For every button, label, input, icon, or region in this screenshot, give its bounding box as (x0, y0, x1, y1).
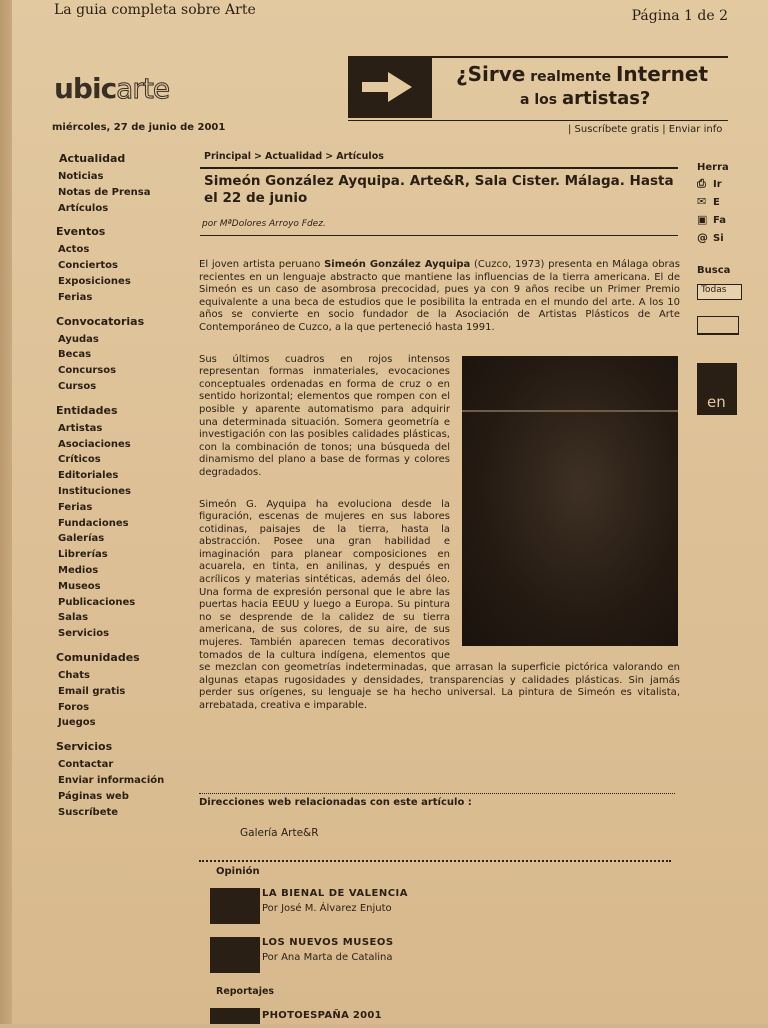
sidebar-item[interactable]: Galerías (58, 533, 105, 545)
opinion-item-author: Por José M. Álvarez Enjuto (262, 903, 392, 914)
related-link[interactable]: Galería Arte&R (240, 827, 319, 839)
opinion-thumbnail (210, 888, 260, 924)
print-header-title: La guia completa sobre Arte (54, 2, 256, 18)
opinion-title: Opinión (216, 866, 260, 877)
mail-icon: ✉ (697, 195, 707, 208)
tool-label: E (713, 197, 720, 208)
sidebar-section: Eventos (56, 225, 106, 239)
search-scope-select[interactable]: Todas (697, 284, 742, 300)
opinion-item-title: LA BIENAL DE VALENCIA (262, 888, 409, 899)
tool-label: Fa (713, 215, 726, 226)
sidebar-item[interactable]: Instituciones (58, 485, 131, 497)
opinion-thumbnail (210, 937, 260, 973)
sidebar-item[interactable]: Juegos (58, 717, 96, 729)
search-button[interactable]: en (697, 363, 737, 415)
site-logo[interactable] (54, 72, 169, 105)
sidebar-item[interactable]: Contactar (58, 759, 114, 771)
opinion-item[interactable] (210, 888, 510, 928)
tool-item[interactable] (697, 177, 768, 191)
sidebar-item[interactable]: Páginas web (58, 790, 129, 802)
sidebar-item[interactable]: Suscríbete (58, 806, 119, 818)
sidebar-item[interactable]: Medios (58, 564, 99, 576)
article-body (199, 259, 680, 732)
opinion-item[interactable] (210, 937, 510, 977)
sidebar-section: Servicios (56, 740, 113, 754)
ad-banner[interactable] (348, 56, 728, 121)
article-paragraph-3: Simeón G. Ayquipa ha evoluciona desde la figuración, escenas de mujeres en sus labores cotidinas, paisajes de la tierra, hasta la abstracción. Posee una gran habilidad e imaginación para planear composiciones en acuarela, en tinta, en anilinas, y después en acrílicos y materias sintéticas, además del óleo. Una forma de expresión personal que le abre las puertas hacia EEUU y luego a Europa. Su pintura no se desprende de la calidez de su tierra americana, de sus colores, de su aire, de sus mujeres. También aparecen temas decorativos tomados de la cultura indígena, elementos que se mezclan con geometrías indeterminadas, que arrasan la superficie pictórica valorando en algunas etapas rugosidades y densidades, transparencias y calidades plásticas. Sin jamás perder sus orígenes, su lenguaje se ha hecho universal. La pintura de Simeón es vitalista, arrebatada, creativa e imparable. (199, 498, 680, 711)
sidebar-item[interactable]: Museos (58, 580, 101, 592)
arrow-icon (348, 58, 432, 118)
opinion-item-author: Por Ana Marta de Catalina (262, 952, 393, 963)
sidebar-item[interactable]: Chats (58, 669, 90, 681)
logo-part2: arte (116, 72, 170, 105)
divider (199, 793, 675, 794)
sidebar-item[interactable]: Publicaciones (58, 596, 136, 608)
at-icon: @ (697, 231, 708, 244)
sidebar-item[interactable]: Ferias (58, 291, 93, 303)
sidebar-item[interactable]: Salas (58, 612, 89, 624)
print-icon: ⎙ (697, 177, 706, 190)
breadcrumb: Principal > Actualidad > Artículos (204, 151, 384, 162)
banner-line1: ¿Sirve realmente Internet (456, 62, 708, 86)
reportaje-item[interactable] (210, 1008, 510, 1028)
tools-column (697, 162, 768, 415)
print-header-page: Página 1 de 2 (631, 8, 728, 24)
sidebar-item[interactable]: Editoriales (58, 470, 119, 482)
related-links-title: Direcciones web relacionadas con este artículo : (199, 797, 472, 808)
breadcrumb-item[interactable]: Artículos (336, 151, 384, 162)
search-title: Busca (697, 265, 731, 276)
top-links[interactable]: | Suscríbete gratis | Enviar info (568, 124, 723, 135)
sidebar-item[interactable]: Librerías (58, 549, 108, 561)
sidebar-item[interactable]: Cursos (58, 380, 97, 392)
divider (200, 235, 678, 236)
tools-title: Herra (697, 162, 729, 173)
sidebar-item[interactable]: Enviar información (58, 774, 165, 786)
sidebar-nav (48, 152, 178, 820)
folder-icon: ▣ (697, 213, 708, 226)
article-paragraph-2: Sus últimos cuadros en rojos intensos representan formas inmateriales, evocaciones conceptuales ordenadas en forma de cruz o en sentido horizontal; elementos que rompen con el posible y aparente automatismo para adquirir una determinada situación. Somera geometría e investigación con las posibles calidades plásticas, con la combinación de tonos; una búsqueda del dinamismo del plano a base de formas y colores degradados. (199, 353, 450, 478)
divider (199, 860, 671, 862)
sidebar-section: Actualidad (59, 152, 126, 165)
sidebar-item[interactable]: Becas (58, 349, 92, 361)
artwork-photo (462, 356, 678, 646)
tool-label: Si (713, 233, 724, 244)
sidebar-item[interactable]: Servicios (58, 628, 110, 640)
sidebar-item[interactable]: Exposiciones (58, 275, 131, 287)
sidebar-item[interactable]: Críticos (58, 454, 101, 466)
article-title: Simeón González Ayquipa. Arte&R, Sala Cister. Málaga. Hasta el 22 de junio (204, 173, 674, 206)
tool-label: Ir (713, 179, 722, 190)
tool-item[interactable] (697, 231, 768, 245)
article-paragraph-1: El joven artista peruano Simeón González Ayquipa (Cuzco, 1973) presenta en Málaga obras recientes en un lenguaje abstracto que mantiene las influencias de la tierra americana. El de Simeón es un caso de asombrosa precocidad, pues ya con 9 años recibe un Primer Premio equivalente a una beca de estudios que le posibilita la entrada en el mundo del arte. A los 10 años se convierte en socio fundador de la Asociación de Artistas Plásticos de Arte Contemporáneo de Cuzco, a la que perteneció hasta 1991. (199, 259, 681, 333)
sidebar-item[interactable]: Email gratis (58, 685, 126, 697)
sidebar-item[interactable]: Noticias (58, 171, 104, 182)
sidebar-item[interactable]: Artistas (58, 422, 103, 434)
tool-item[interactable] (697, 213, 768, 227)
search-input[interactable] (697, 316, 739, 335)
sidebar-item[interactable]: Ayudas (58, 333, 99, 345)
sidebar-item[interactable]: Ferias (58, 501, 93, 513)
sidebar-section: Convocatorias (56, 314, 145, 328)
page-date: miércoles, 27 de junio de 2001 (52, 122, 226, 133)
reportaje-thumbnail (210, 1008, 260, 1024)
sidebar-item[interactable]: Conciertos (58, 260, 118, 272)
sidebar-section: Entidades (56, 403, 118, 417)
opinion-item-title: LOS NUEVOS MUSEOS (262, 937, 394, 948)
divider (200, 167, 678, 169)
banner-line2: a los artistas? (520, 88, 651, 109)
breadcrumb-item[interactable]: Principal (204, 151, 252, 162)
sidebar-item[interactable]: Fundaciones (58, 517, 129, 529)
sidebar-item[interactable]: Foros (58, 701, 90, 713)
reportajes-title: Reportajes (216, 986, 275, 997)
sidebar-item[interactable]: Notas de Prensa (58, 186, 151, 198)
sidebar-item[interactable]: Concursos (58, 365, 117, 377)
reportaje-item-title: PHOTOESPAÑA 2001 (262, 1010, 382, 1021)
tool-item[interactable] (697, 195, 768, 209)
sidebar-item[interactable]: Asociaciones (58, 438, 131, 450)
breadcrumb-item[interactable]: Actualidad (265, 151, 323, 162)
sidebar-item[interactable]: Actos (58, 244, 90, 256)
sidebar-item[interactable]: Artículos (58, 202, 109, 214)
article-author: por MªDolores Arroyo Fdez. (202, 219, 326, 229)
sidebar-section: Comunidades (56, 650, 140, 664)
logo-part1: ubic (54, 72, 117, 105)
